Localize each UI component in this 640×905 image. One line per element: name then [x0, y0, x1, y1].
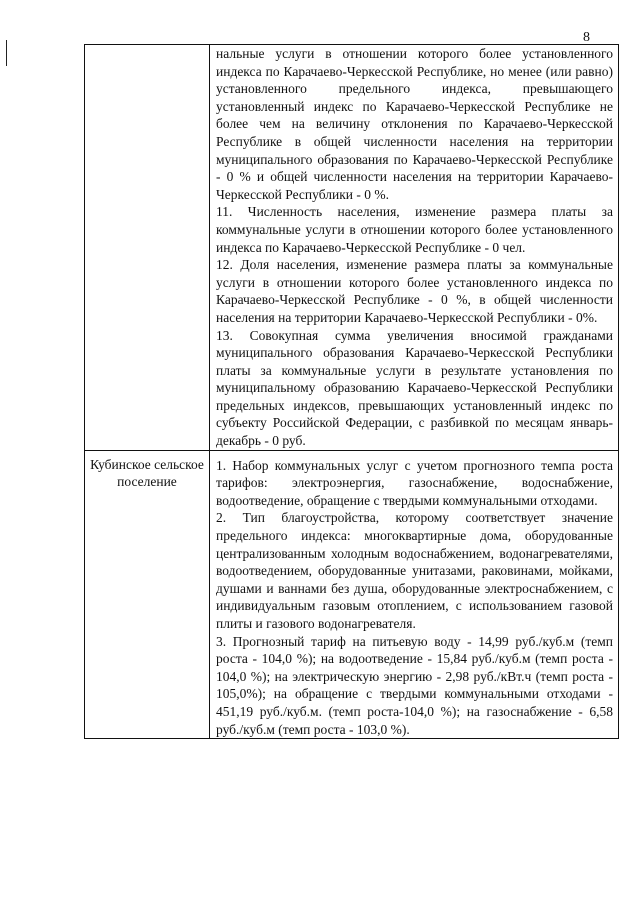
indicator-paragraph: 3. Прогнозный тариф на питьевую воду - 14,99 руб./куб.м (темп роста - 104,0 %); на водоотведение - 15,84 руб./куб.м (темп роста - 104,0 %); на электрическую энергию - 2,98 руб./кВт.ч (темп роста - 105,0%); на обращение с твердыми коммунальными отходами - 451,19 руб./куб.м. (темп роста-104,0 %); на газоснабжение - 6,58 руб./куб.м (темп роста - 103,0 %).: [216, 633, 613, 737]
indicator-paragraph: 1. Набор коммунальных услуг с учетом прогнозного темпа роста тарифов: электроэнергия, газоснабжение, водоснабжение, водоотведение, обращение с твердыми коммунальными отходами.: [216, 457, 613, 508]
indicator-paragraph: нальные услуги в отношении которого более установленного индекса по Карачаево-Черкесской Республике, но менее (или равно) установленного предельного индекса, превышающего установленный индекс по Карачаево-Черкесской Республике не более чем на величину отклонения по Карачаево-Черкесской Республике в общей численности населения на территории муниципального образования по Карачаево-Черкесской Республике - 0 % и общей численности населения на территории Карачаево-Черкесской Республики - 0 %.: [216, 46, 613, 202]
indicators-cell: [210, 450, 619, 739]
margin-mark: [6, 40, 7, 66]
indicator-paragraph: 12. Доля населения, изменение размера платы за коммунальные услуги в отношении которого более установленного индекса по Карачаево-Черкесской Республике - 0 %, в общей численности населения на территории Карачаево-Черкесской Республики - 0%.: [216, 257, 613, 325]
indicator-paragraph: 13. Совокупная сумма увеличения вносимой гражданами муниципального образования Карачаево-Черкесской Республики платы за коммунальные услуги в результате установления по муниципальному образованию Карачаево-Черкесской Республики предельных индексов, превышающих установленный индекс по субъекту Российской Федерации, с разбивкой по месяцам январь-декабрь - 0 руб.: [216, 327, 613, 449]
municipality-name-cell: [85, 450, 210, 739]
municipality-name: Кубинское сельское поселение: [90, 456, 204, 490]
page-number: 8: [583, 30, 590, 45]
municipality-name: [85, 45, 209, 50]
municipality-name-cell: [85, 45, 210, 451]
indicator-paragraph: 11. Численность населения, изменение размера платы за коммунальные услуги в отношении которого более установленного индекса по Карачаево-Черкесской Республике - 0 чел.: [216, 204, 613, 255]
document-table: [84, 44, 619, 739]
table-row: [85, 450, 619, 739]
table-row: [85, 45, 619, 451]
indicators-cell: [210, 45, 619, 451]
indicator-paragraph: 2. Тип благоустройства, которому соответствует значение предельного индекса: многоквартирные дома, оборудованные централизованным холодным водоснабжением, водонагревателями, водоотведением, оборудованные унитазами, раковинами, мойками, душами и ваннами без душа, оборудованные электроснабжением, с индивидуальным газовым отоплением, с использованием газовой плиты и газового водонагревателя.: [216, 510, 613, 631]
